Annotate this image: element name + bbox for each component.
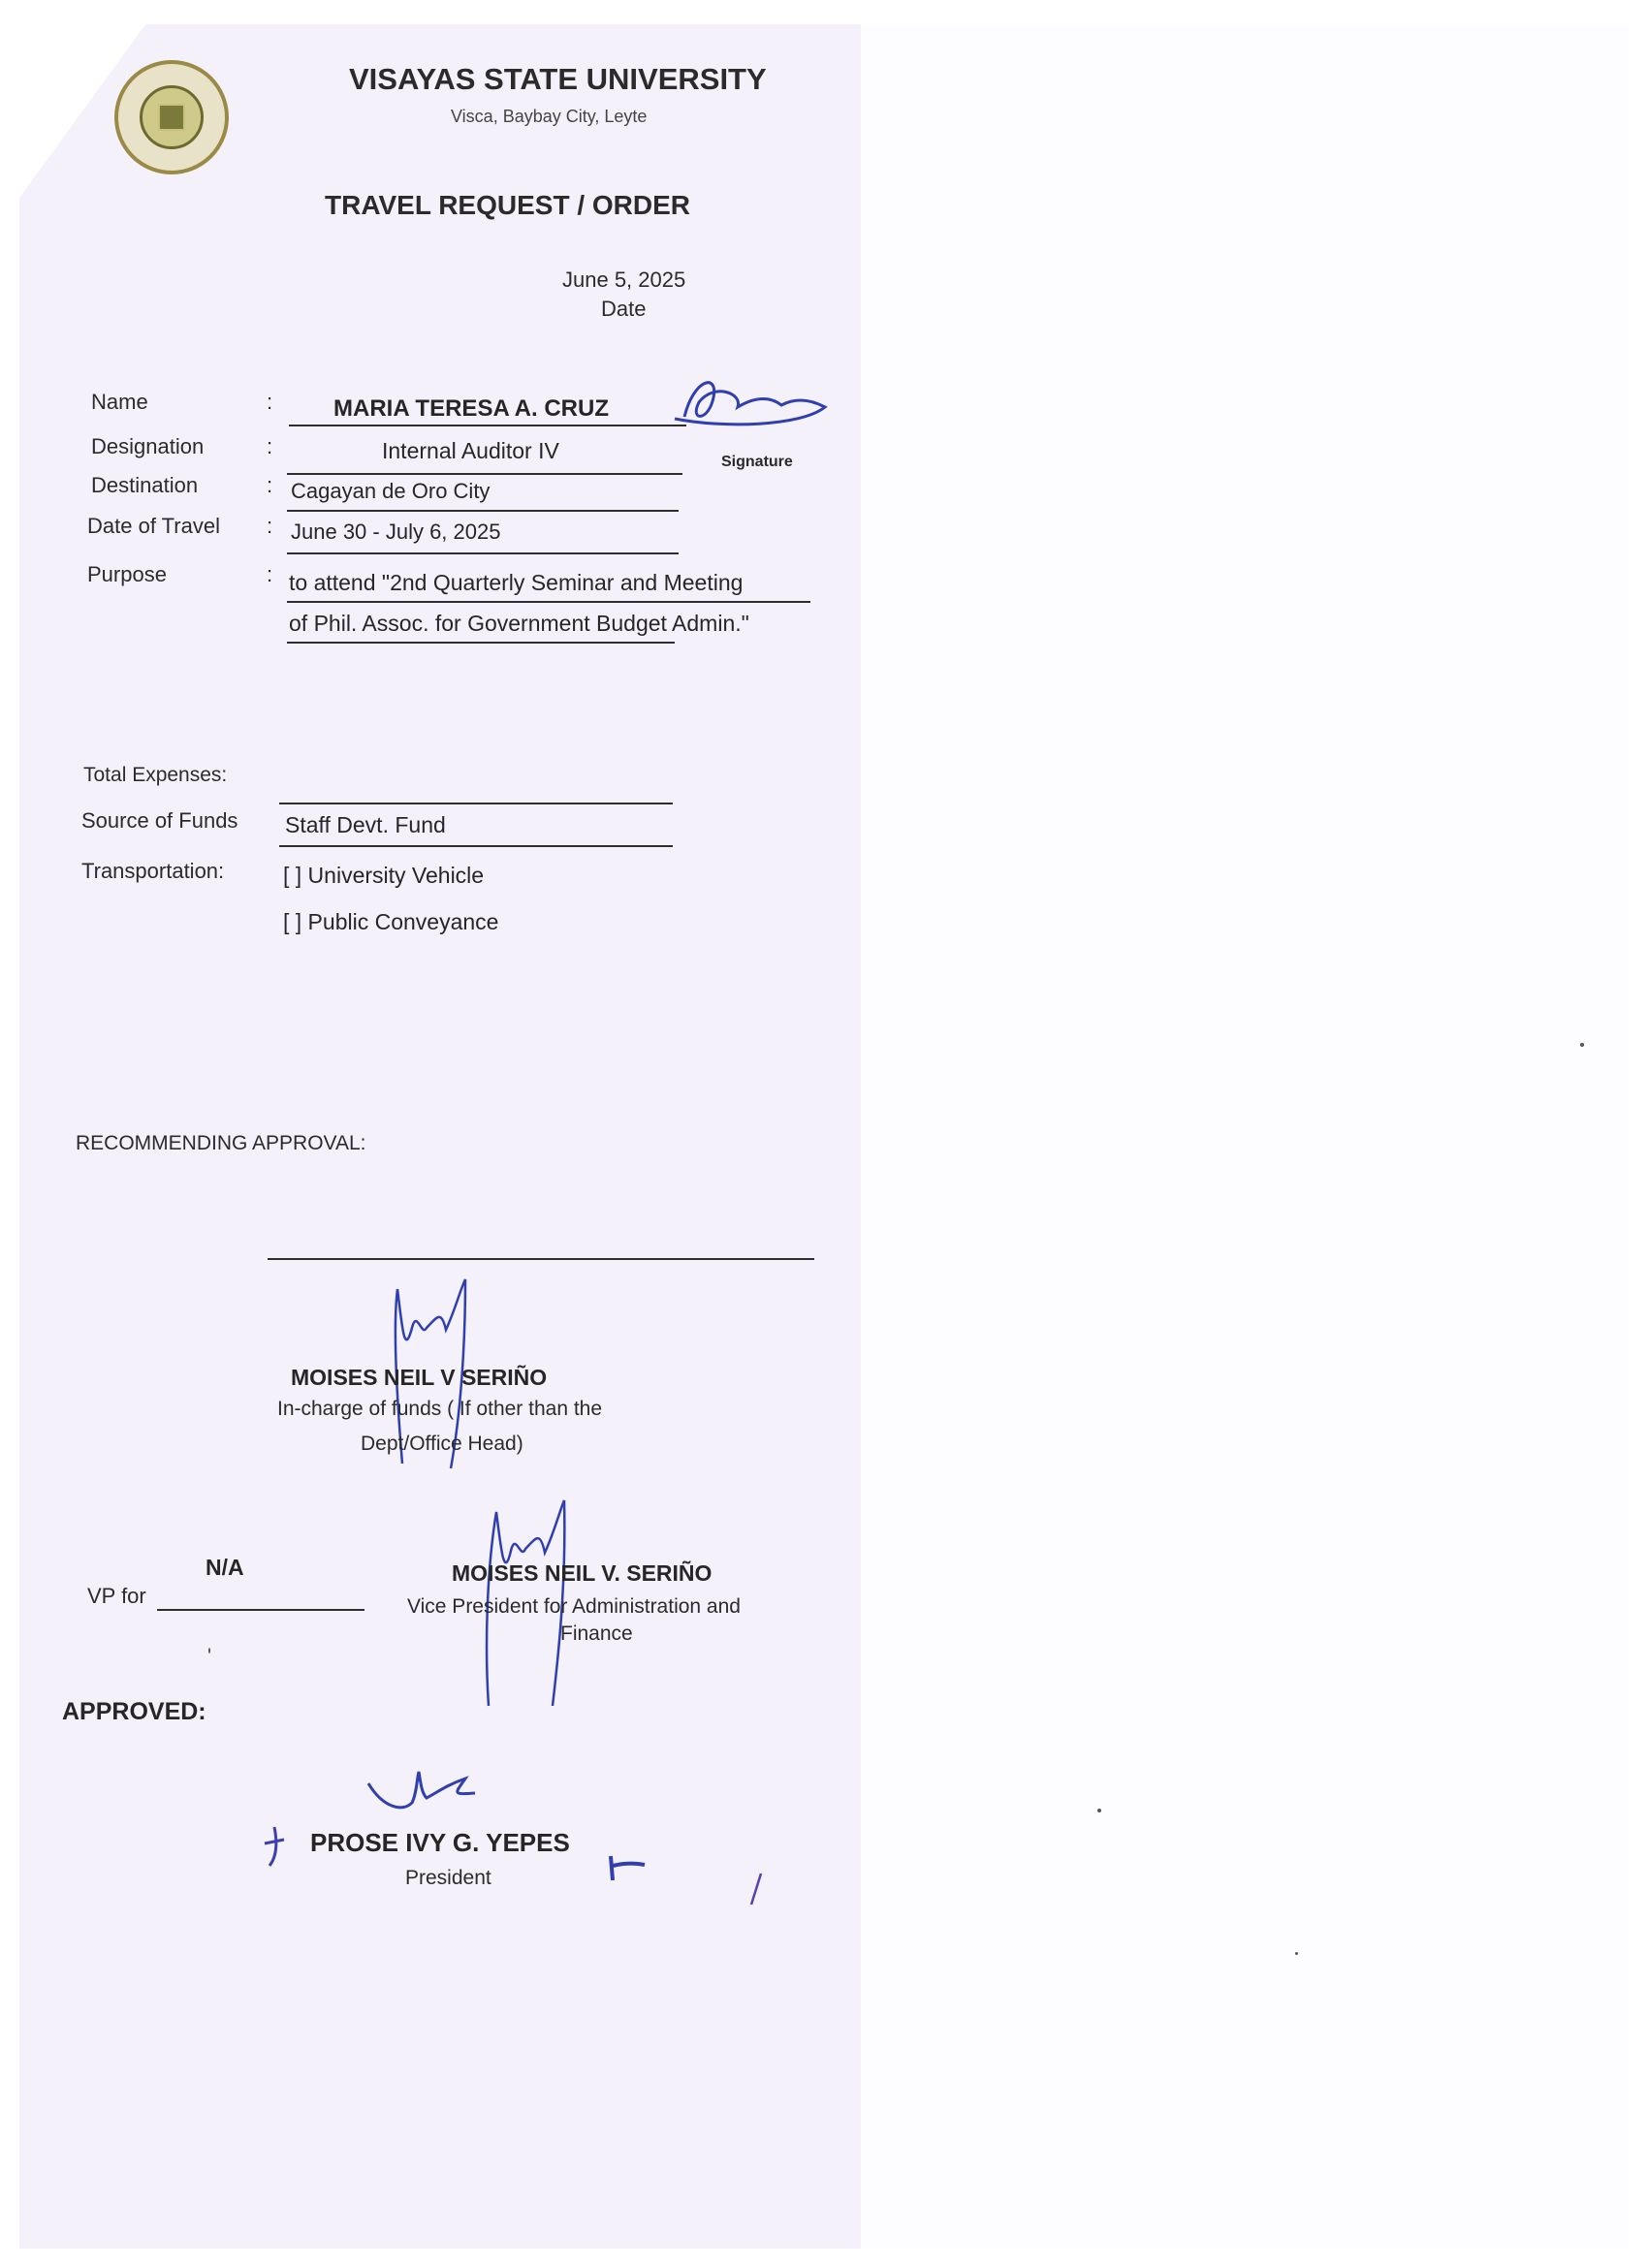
recommending-role-line-1: In-charge of funds ( If other than the [277, 1398, 603, 1420]
source-of-funds-value: Staff Devt. Fund [285, 812, 446, 837]
destination-value: Cagayan de Oro City [291, 479, 491, 503]
university-name: VISAYAS STATE UNIVERSITY [349, 62, 767, 96]
purpose-underline-2 [287, 642, 675, 644]
scan-background-right [853, 24, 1629, 2249]
scan-speck [1097, 1809, 1101, 1812]
date-of-travel-underline [287, 552, 679, 554]
colon: : [267, 514, 273, 538]
scan-speck [1580, 1043, 1584, 1047]
name-underline [289, 425, 686, 426]
transport-option-university-vehicle: [ ] University Vehicle [283, 863, 485, 888]
designation-value: Internal Auditor IV [382, 438, 559, 463]
purpose-line-1: to attend "2nd Quarterly Seminar and Meeting [289, 570, 744, 595]
colon: : [267, 473, 273, 497]
signature-label: Signature [721, 454, 793, 470]
designation-label: Designation [91, 434, 205, 458]
date-of-travel-value: June 30 - July 6, 2025 [291, 520, 501, 544]
total-expenses-label: Total Expenses: [83, 764, 228, 786]
recommending-approval-label: RECOMMENDING APPROVAL: [76, 1132, 366, 1154]
request-date: June 5, 2025 [562, 268, 686, 292]
recommending-signature-line [268, 1258, 814, 1260]
recommending-role-line-2: Dept/Office Head) [361, 1433, 523, 1455]
president-signature [359, 1764, 494, 1822]
president-name: PROSE IVY G. YEPES [310, 1828, 570, 1857]
purpose-underline-1 [287, 601, 810, 603]
colon: : [267, 434, 273, 458]
transport-option-public-conveyance: [ ] Public Conveyance [283, 909, 499, 934]
destination-label: Destination [91, 473, 199, 497]
colon: : [267, 390, 273, 414]
vp-for-underline [157, 1609, 364, 1611]
date-of-travel-label: Date of Travel [87, 514, 220, 538]
vp-role-line-2: Finance [560, 1622, 633, 1645]
university-seal-icon [114, 60, 229, 174]
destination-underline [287, 510, 679, 512]
ink-stroke-mark [746, 1871, 766, 1909]
total-expenses-underline [279, 803, 673, 804]
date-caption: Date [601, 297, 647, 321]
name-label: Name [91, 390, 148, 414]
vp-for-label: VP for [87, 1584, 146, 1608]
requester-signature [665, 368, 840, 441]
vp-role-line-1: Vice President for Administration and [407, 1595, 741, 1618]
scan-speck [1295, 1952, 1298, 1955]
scan-speck [208, 1648, 210, 1654]
approved-label: APPROVED: [62, 1698, 206, 1725]
initial-mark-right [601, 1851, 650, 1890]
source-of-funds-underline [279, 845, 673, 847]
designation-underline [287, 473, 682, 475]
name-value: MARIA TERESA A. CRUZ [333, 395, 609, 422]
transportation-label: Transportation: [81, 859, 225, 883]
source-of-funds-label: Source of Funds [81, 808, 238, 833]
president-role: President [405, 1867, 491, 1889]
recommending-name: MOISES NEIL V SERIÑO [291, 1365, 548, 1390]
purpose-line-2: of Phil. Assoc. for Government Budget Admin." [289, 611, 749, 636]
university-address: Visca, Baybay City, Leyte [451, 107, 648, 126]
initial-mark-left [260, 1822, 289, 1871]
colon: : [267, 562, 273, 586]
purpose-label: Purpose [87, 562, 167, 586]
vp-for-value: N/A [206, 1555, 244, 1580]
vp-name: MOISES NEIL V. SERIÑO [452, 1560, 713, 1586]
form-title: TRAVEL REQUEST / ORDER [325, 190, 691, 220]
